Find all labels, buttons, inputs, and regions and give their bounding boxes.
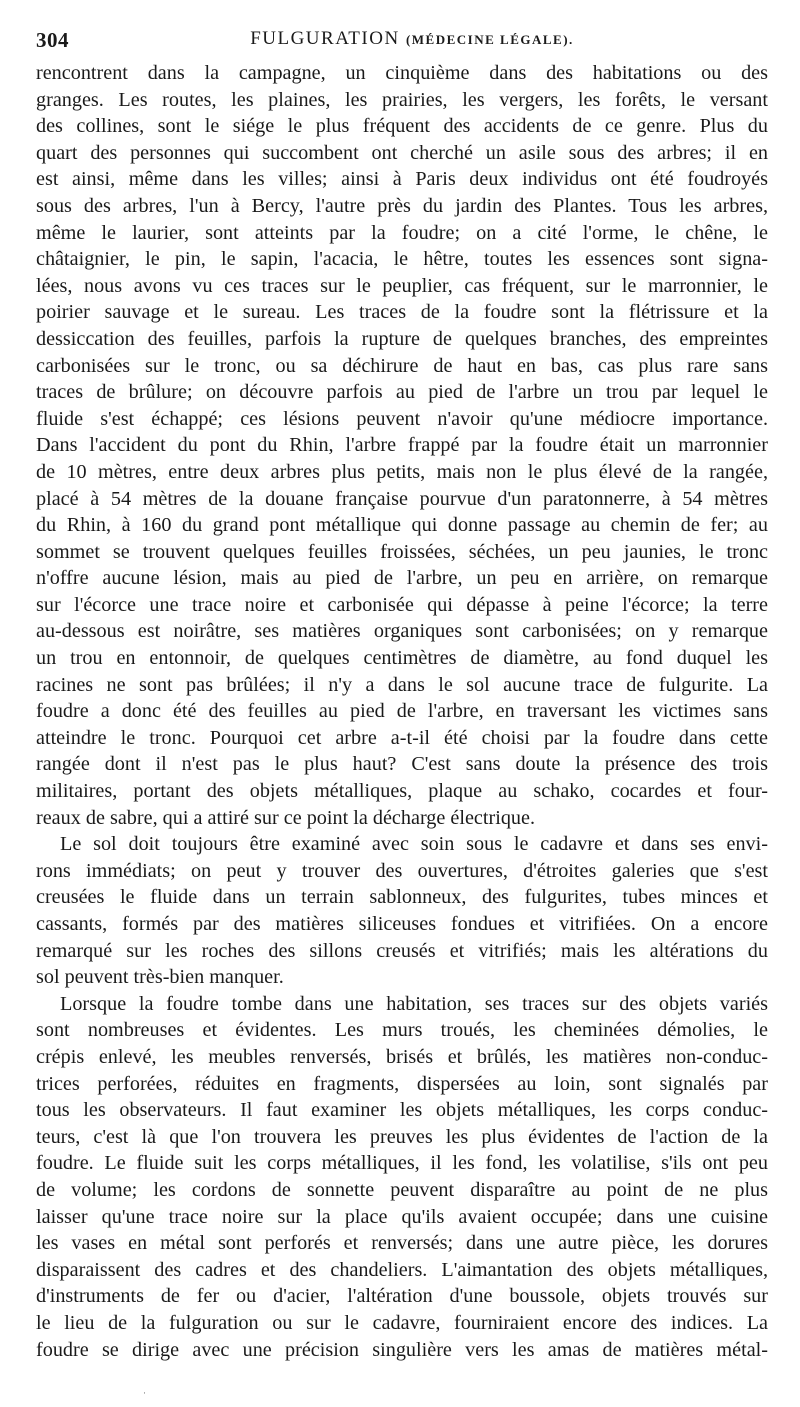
text-line: dessiccation des feuilles, parfois la rupture de quelques branches, des empreintes <box>36 327 768 350</box>
text-line: foudre se dirige avec une précision singulière vers les amas de matières métal- <box>36 1338 768 1361</box>
running-header <box>36 28 768 56</box>
text-line: crépis enlevé, les meubles renversés, brisés et brûlés, les matières non-conduc- <box>36 1045 768 1068</box>
running-title <box>36 28 768 50</box>
text-line: tous les observateurs. Il faut examiner les objets métalliques, les corps conduc- <box>36 1099 768 1122</box>
text-line: n'offre aucune lésion, mais au pied de l'arbre, un peu en arrière, on remarque <box>36 567 768 590</box>
text-line: sous des arbres, l'un à Bercy, l'autre près du jardin des Plantes. Tous les arbres, <box>36 194 768 217</box>
text-line: même le laurier, sont atteints par la foudre; on a cité l'orme, le chêne, le <box>36 221 768 244</box>
text-line: creusées le fluide dans un terrain sablonneux, des fulgurites, tubes minces et <box>36 886 768 909</box>
text-line: teurs, c'est là que l'on trouvera les preuves les plus évidentes de l'action de la <box>36 1125 768 1148</box>
text-line: cassants, formés par des matières siliceuses fondues et vitrifiées. On a encore <box>36 913 768 935</box>
text-line: Dans l'accident du pont du Rhin, l'arbre frappé par la foudre était un marronnier <box>36 434 768 457</box>
text-line: des collines, sont le siége le plus fréquent des accidents de ce genre. Plus du <box>36 115 768 138</box>
text-line: sur l'écorce une trace noire et carbonisée qui dépasse à peine l'écorce; la terre <box>36 593 768 616</box>
text-line: rencontrent dans la campagne, un cinquième dans des habitations ou des <box>36 62 768 84</box>
text-line: lées, nous avons vu ces traces sur le peuplier, cas fréquent, sur le marronnier, le <box>36 274 768 297</box>
text-line: du Rhin, à 160 du grand pont métallique qui donne passage au chemin de fer; au <box>36 514 768 537</box>
text-line: de 10 mètres, entre deux arbres plus petits, mais non le plus élevé de la rangée, <box>36 460 768 483</box>
text-line: quart des personnes qui succombent ont cherché un asile sous des arbres; il en <box>36 141 768 164</box>
text-line: sol peuvent très-bien manquer. <box>36 966 284 989</box>
text-line: laisser qu'une trace noire sur la place qu'ils avaient occupée; dans une cuisine <box>36 1205 768 1228</box>
text-line: placé à 54 mètres de la douane française pourvue d'un paratonnerre, à 54 mètres <box>36 487 768 510</box>
running-title-main: FULGURATION <box>250 28 400 49</box>
text-line: trices perforées, réduites en fragments, dispersées au loin, sont signalés par <box>36 1072 768 1095</box>
text-line: châtaignier, le pin, le sapin, l'acacia, le hêtre, toutes les essences sont signa- <box>36 248 768 271</box>
text-line: les vases en métal sont perforés et renversés; dans une autre pièce, les dorures <box>36 1232 768 1255</box>
text-line: poirier sauvage et le sureau. Les traces de la foudre sont la flétrissure et la <box>36 301 768 324</box>
text-line: reaux de sabre, qui a attiré sur ce point la décharge électrique. <box>36 806 536 829</box>
text-line: remarqué sur les roches des sillons creusés et vitrifiés; mais les altérations du <box>36 939 768 962</box>
text-line: Lorsque la foudre tombe dans une habitation, ses traces sur des objets variés <box>60 992 768 1015</box>
page-number: 304 <box>36 28 69 52</box>
printer-mark: · <box>143 1388 146 1398</box>
text-line: au-dessous est noirâtre, ses matières organiques sont carbonisées; on y remarque <box>36 620 768 643</box>
text-line: sont nombreuses et évidentes. Les murs troués, les cheminées démolies, le <box>36 1019 768 1042</box>
text-line: rons immédiats; on peut y trouver des ouvertures, d'étroites galeries que s'est <box>36 859 768 882</box>
body-text <box>36 60 768 1363</box>
text-line: militaires, portant des objets métalliques, plaque au schako, cocardes et four- <box>36 780 768 803</box>
text-line: d'instruments de fer ou d'acier, l'altération d'une boussole, objets trouvés sur <box>36 1285 768 1308</box>
page <box>36 28 768 1363</box>
text-line: sommet se trouvent quelques feuilles froissées, séchées, un peu jaunies, le tronc <box>36 540 768 563</box>
text-line: foudre a donc été des feuilles au pied de l'arbre, en traversant les victimes sans <box>36 700 768 723</box>
text-line: foudre. Le fluide suit les corps métalliques, il les fond, les volatilise, s'ils ont peu <box>36 1152 768 1175</box>
text-line: atteindre le tronc. Pourquoi cet arbre a-t-il été choisi par la foudre dans cette <box>36 726 768 749</box>
text-line: disparaissent des cadres et des chandeliers. L'aimantation des objets métalliques, <box>36 1258 768 1281</box>
text-line: est ainsi, même dans les villes; ainsi à Paris deux individus ont été foudroyés <box>36 168 768 191</box>
text-line: granges. Les routes, les plaines, les prairies, les vergers, les forêts, le versant <box>36 88 768 111</box>
text-line: de volume; les cordons de sonnette peuvent disparaître au point de ne plus <box>36 1178 768 1201</box>
text-line: fluide s'est échappé; ces lésions peuvent n'avoir qu'une médiocre importance. <box>36 407 768 430</box>
running-title-sub: (MÉDECINE LÉGALE). <box>405 32 574 47</box>
text-line: le lieu de la fulguration ou sur le cadavre, fourniraient encore des indices. La <box>36 1311 768 1334</box>
text-line: un trou en entonnoir, de quelques centimètres de diamètre, au fond duquel les <box>36 647 768 670</box>
text-line: Le sol doit toujours être examiné avec soin sous le cadavre et dans ses envi- <box>60 833 768 856</box>
text-line: racines ne sont pas brûlées; il n'y a dans le sol aucune trace de fulgurite. La <box>36 673 768 696</box>
text-line: carbonisées sur le tronc, ou sa déchirure de haut en bas, cas plus rare sans <box>36 354 768 377</box>
text-line: rangée dont il n'est pas le plus haut? C'est sans doute la présence des trois <box>36 753 768 776</box>
text-line: traces de brûlure; on découvre parfois au pied de l'arbre un trou par lequel le <box>36 381 768 404</box>
